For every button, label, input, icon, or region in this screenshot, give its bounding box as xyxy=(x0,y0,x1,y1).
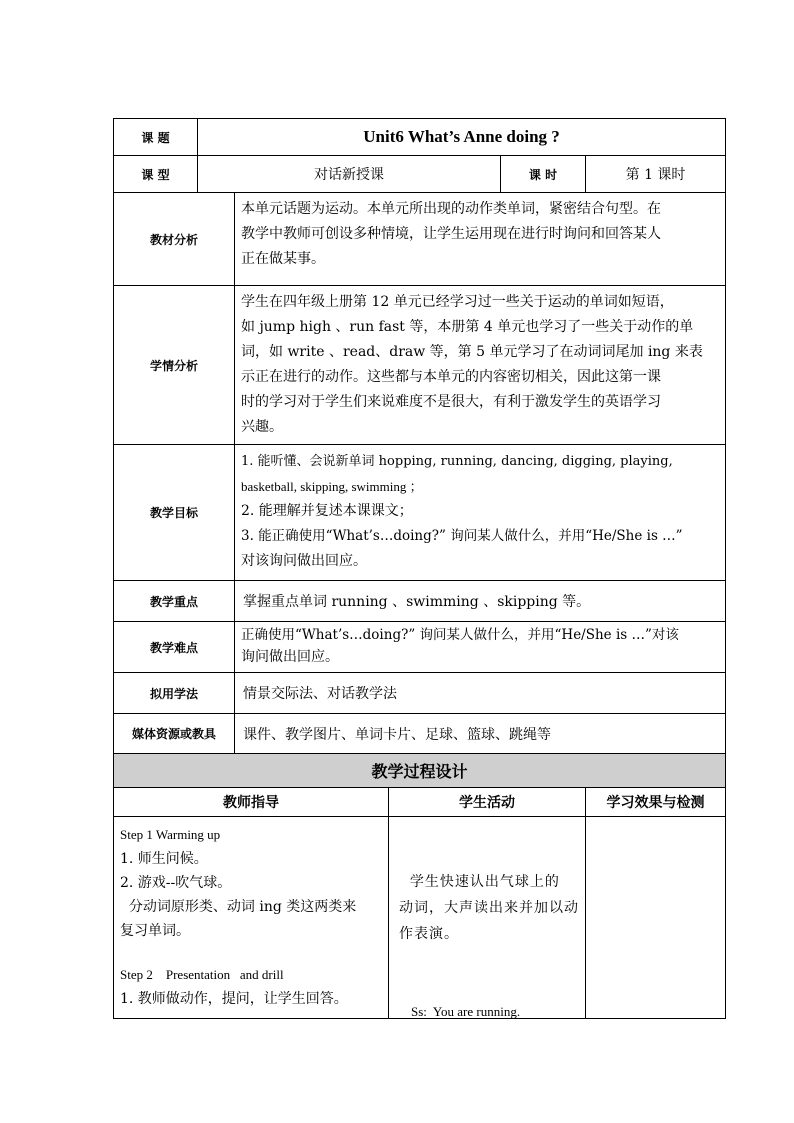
teacher-line: 分动词原形类、动词 ing 类这两类来 xyxy=(120,899,357,915)
process-content-row xyxy=(114,817,726,1019)
student-line: 作表演。 xyxy=(399,926,459,942)
learners-line: 示正在进行的动作。这些都与本单元的内容密切相关，因此这第一课 xyxy=(241,369,661,385)
material-label: 教材分析 xyxy=(114,193,235,286)
teacher-line: 1. 师生问候。 xyxy=(120,851,208,867)
objectives-line: 1. 能听懂、会说新单词 hopping, running, dancing, digging, playing, xyxy=(241,454,673,469)
material-line: 正在做某事。 xyxy=(241,251,325,267)
objectives-label: 教学目标 xyxy=(114,445,235,581)
difficulties-line: 询问做出回应。 xyxy=(241,649,339,665)
period-label: 课 时 xyxy=(501,156,586,193)
methods-label: 拟用学法 xyxy=(114,673,235,714)
lesson-plan-table xyxy=(113,118,726,1019)
material-text xyxy=(235,193,726,286)
difficulties-line: 正确使用“What’s…doing?” 询问某人做什么，并用“He/She is …”对该 xyxy=(241,627,679,643)
period-value: 第 1 课时 xyxy=(586,156,726,193)
objectives-line: 2. 能理解并复述本课课文； xyxy=(241,503,413,519)
check-cell xyxy=(586,817,726,1019)
col-student-header: 学生活动 xyxy=(389,788,586,817)
methods-row xyxy=(114,673,726,714)
teacher-line: 2. 游戏--吹气球。 xyxy=(120,875,232,891)
student-line: 动词，大声读出来并加以动 xyxy=(399,900,579,916)
objectives-line: 对该询问做出回应。 xyxy=(241,553,367,569)
topic-value: Unit6 What’s Anne doing ? xyxy=(198,119,726,156)
student-reply: Ss: You are running. xyxy=(411,1004,521,1019)
topic-row xyxy=(114,119,726,156)
objectives-line: 3. 能正确使用“What’s…doing?” 询问某人做什么，并用“He/She is …” xyxy=(241,528,683,544)
teacher-line: Step 2 Presentation and drill xyxy=(120,967,284,982)
col-check-header: 学习效果与检测 xyxy=(586,788,726,817)
resources-row xyxy=(114,714,726,754)
objectives-text xyxy=(235,445,726,581)
learners-line: 词，如 write 、read、draw 等，第 5 单元学习了在动词词尾加 ing 来表 xyxy=(241,344,703,360)
learners-label: 学情分析 xyxy=(114,286,235,445)
learners-line: 兴趣。 xyxy=(241,419,283,435)
learners-text xyxy=(235,286,726,445)
material-line: 教学中教师可创设多种情境，让学生运用现在进行时询问和回答某人 xyxy=(241,226,661,242)
key-points-row xyxy=(114,581,726,622)
methods-text: 情景交际法、对话教学法 xyxy=(235,673,726,714)
lesson-plan xyxy=(113,118,725,1019)
learners-row xyxy=(114,286,726,445)
teacher-guidance xyxy=(114,817,389,1019)
objectives-row xyxy=(114,445,726,581)
process-title-row xyxy=(114,754,726,788)
teacher-line: 复习单词。 xyxy=(120,923,190,939)
col-teacher-header: 教师指导 xyxy=(114,788,389,817)
difficulties-text xyxy=(235,622,726,673)
difficulties-label: 教学难点 xyxy=(114,622,235,673)
student-line: 学生快速认出气球上的 xyxy=(399,874,560,890)
process-title: 教学过程设计 xyxy=(114,754,726,788)
teacher-line: 1. 教师做动作，提问，让学生回答。 xyxy=(120,991,348,1007)
topic-label: 课 题 xyxy=(114,119,198,156)
teacher-line xyxy=(120,943,382,963)
process-header-row xyxy=(114,788,726,817)
objectives-line: basketball, skipping, swimming ； xyxy=(241,479,423,494)
resources-label: 媒体资源或教具 xyxy=(114,714,235,754)
difficulties-row xyxy=(114,622,726,673)
material-row xyxy=(114,193,726,286)
type-value: 对话新授课 xyxy=(198,156,501,193)
key-points-text: 掌握重点单词 running 、swimming 、skipping 等。 xyxy=(235,581,726,622)
material-line: 本单元话题为运动。本单元所出现的动作类单词，紧密结合句型。在 xyxy=(241,201,661,217)
resources-text: 课件、教学图片、单词卡片、足球、篮球、跳绳等 xyxy=(235,714,726,754)
learners-line: 学生在四年级上册第 12 单元已经学习过一些关于运动的单词如短语， xyxy=(241,294,674,310)
learners-line: 如 jump high 、run fast 等，本册第 4 单元也学习了一些关于动作的单 xyxy=(241,319,694,335)
learners-line: 时的学习对于学生们来说难度不是很大，有利于激发学生的英语学习 xyxy=(241,394,661,410)
key-points-label: 教学重点 xyxy=(114,581,235,622)
student-activity xyxy=(389,817,586,1019)
type-row xyxy=(114,156,726,193)
teacher-line: Step 1 Warming up xyxy=(120,827,221,842)
type-label: 课 型 xyxy=(114,156,198,193)
